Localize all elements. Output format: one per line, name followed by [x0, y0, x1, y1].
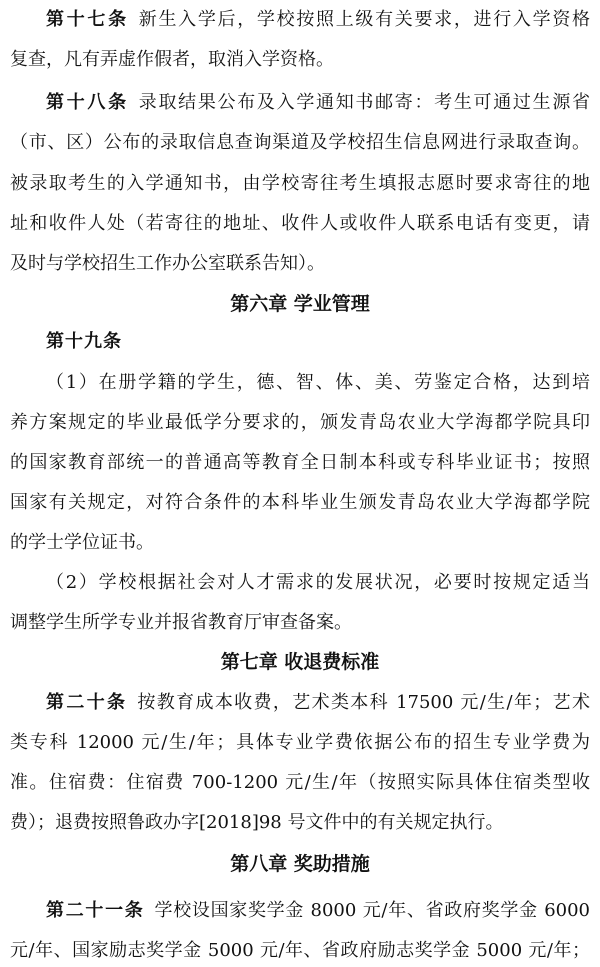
article-18-line-1: [10, 91, 590, 115]
article-17-line-1: [10, 8, 590, 32]
article-18-text: 录取结果公布及入学通知书邮寄：考生可通过生源省: [138, 92, 590, 113]
article-21-label: 第二十一条: [46, 900, 145, 921]
article-19-p1-line-1: （1）在册学籍的学生，德、智、体、美、劳鉴定合格，达到培: [46, 372, 590, 393]
article-18-line-4: 址和收件人处（若寄往的地址、收件人或收件人联系电话有变更，请: [10, 213, 590, 234]
article-19-p1-line-5: 的学士学位证书。: [10, 532, 154, 553]
article-19-p1-line-4: 国家有关规定，对符合条件的本科毕业生颁发青岛农业大学海都学院: [10, 492, 590, 513]
article-19-p2-line-1: （2）学校根据社会对人才需求的发展状况，必要时按规定适当: [46, 572, 590, 593]
article-21-line-1: [10, 899, 590, 923]
article-20-line-4: 费）；退费按照鲁政办字[2018]98 号文件中的有关规定执行。: [10, 812, 504, 833]
article-19-p1-line-2: 养方案规定的毕业最低学分要求的，颁发青岛农业大学海都学院具印: [10, 412, 590, 433]
article-20-line-3: 准。住宿费：住宿费 700-1200 元/生/年（按照实际具体住宿类型收: [10, 772, 590, 793]
article-19-p2-line-2: 调整学生所学专业并报省教育厅审查备案。: [10, 612, 352, 633]
article-20-line-2: 类专科 12000 元/生/年；具体专业学费依据公布的招生专业学费为: [10, 732, 590, 753]
article-20-text: 按教育成本收费，艺术类本科 17500 元/生/年；艺术: [137, 692, 590, 713]
article-18-line-2: （市、区）公布的录取信息查询渠道及学校招生信息网进行录取查询。: [10, 132, 590, 153]
article-20-label: 第二十条: [46, 692, 128, 713]
article-18-line-3: 被录取考生的入学通知书，由学校寄往考生填报志愿时要求寄往的地: [10, 173, 590, 194]
article-18-label: 第十八条: [46, 92, 129, 113]
article-19-line-1: [10, 330, 590, 354]
article-20-line-1: [10, 691, 590, 715]
article-17-text: 新生入学后，学校按照上级有关要求，进行入学资格: [138, 9, 590, 30]
chapter-7-heading: 第七章 收退费标准: [220, 651, 380, 673]
chapter-6-heading: 第六章 学业管理: [230, 293, 370, 315]
chapter-8-heading: 第八章 奖助措施: [230, 853, 370, 875]
article-21-line-2: 元/年、国家励志奖学金 5000 元/年、省政府励志奖学金 5000 元/年；: [10, 940, 590, 961]
article-19-label: 第十九条: [46, 331, 122, 352]
article-19-p1-line-3: 的国家教育部统一的普通高等教育全日制本科或专科毕业证书；按照: [10, 452, 590, 473]
article-21-text: 学校设国家奖学金 8000 元/年、省政府奖学金 6000: [154, 900, 590, 921]
article-17-line-2: 复查，凡有弄虚作假者，取消入学资格。: [10, 49, 334, 70]
article-17-label: 第十七条: [46, 9, 129, 30]
article-18-line-5: 及时与学校招生工作办公室联系告知）。: [10, 253, 325, 274]
